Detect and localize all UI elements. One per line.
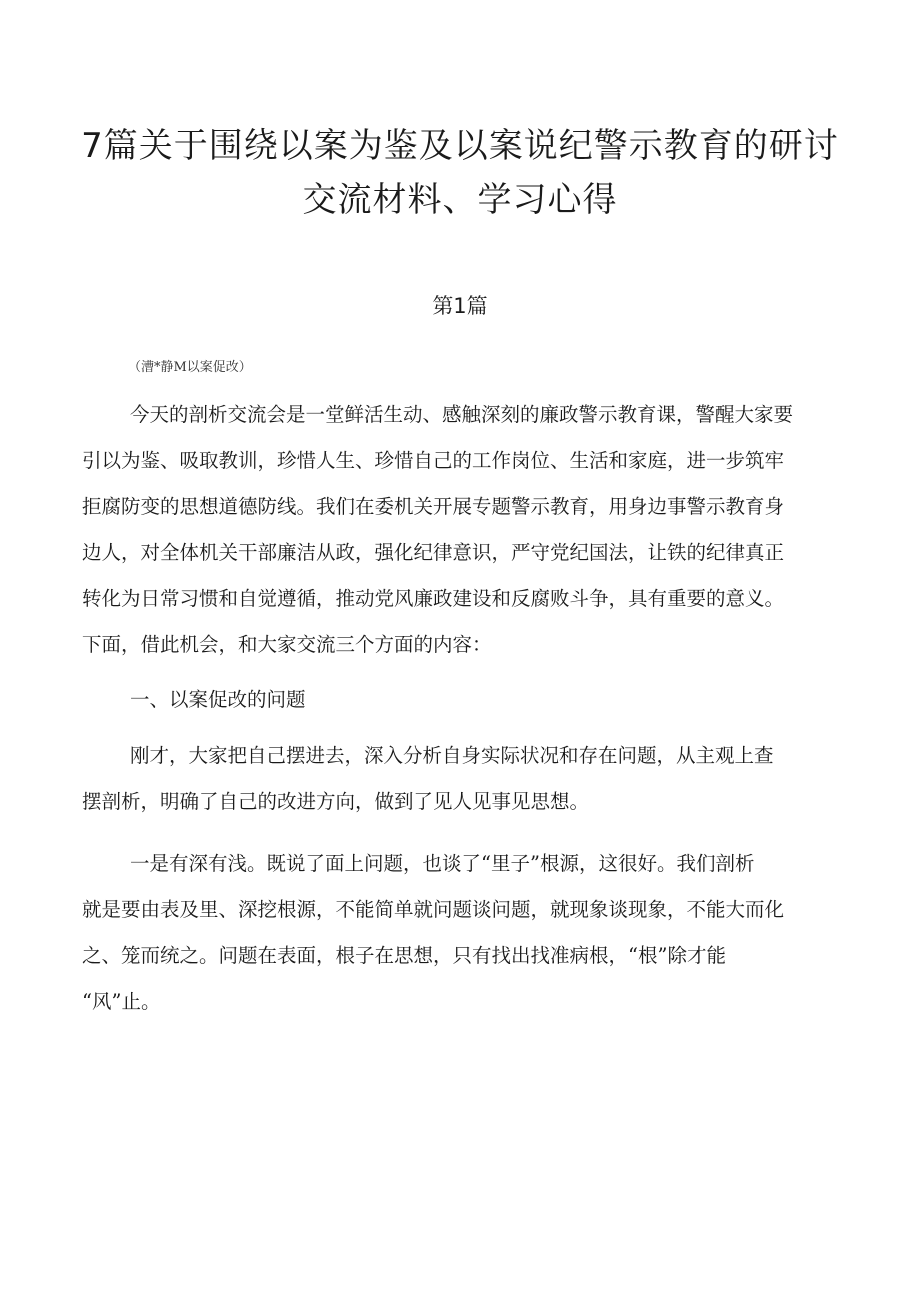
source-note: （漕*静M以案促改） bbox=[128, 360, 252, 375]
paragraph-line: 一是有深有浅。既说了面上问题，也谈了“里子”根源，这很好。我们剖析 bbox=[130, 852, 755, 875]
paragraph-line: 之、笼而统之。问题在表面，根子在思想，只有找出找准病根，“根”除才能 bbox=[82, 944, 726, 967]
paragraph-line: 边人，对全体机关干部廉洁从政，强化纪律意识，严守党纪国法，让铁的纪律真正 bbox=[82, 541, 785, 564]
section-heading: 一、以案促改的问题 bbox=[130, 688, 306, 711]
paragraph-analysis bbox=[82, 733, 862, 825]
paragraph-depth bbox=[82, 841, 862, 1025]
paragraph-line: 摆剖析，明确了自己的改进方向，做到了见人见事见思想。 bbox=[82, 790, 590, 813]
section-title: 第1篇 bbox=[432, 294, 488, 318]
paragraph-line: 下面，借此机会，和大家交流三个方面的内容： bbox=[82, 633, 492, 656]
document-title-line-2: 交流材料、学习心得 bbox=[302, 180, 618, 220]
paragraph-line: 转化为日常习惯和自觉遵循，推动党风廉政建设和反腐败斗争，具有重要的意义。 bbox=[82, 587, 785, 610]
document-title-line-1: 7篇关于围绕以案为鉴及以案说纪警示教育的研讨 bbox=[81, 126, 839, 166]
paragraph-line: 就是要由表及里、深挖根源，不能简单就问题谈问题，就现象谈现象，不能大而化 bbox=[82, 898, 785, 921]
paragraph-line: 拒腐防变的思想道德防线。我们在委机关开展专题警示教育，用身边事警示教育身 bbox=[82, 495, 785, 518]
paragraph-line: “风”止。 bbox=[82, 990, 161, 1013]
paragraph-intro bbox=[82, 392, 862, 668]
paragraph-line: 引以为鉴、吸取教训，珍惜人生、珍惜自己的工作岗位、生活和家庭，进一步筑牢 bbox=[82, 449, 785, 472]
paragraph-line: 今天的剖析交流会是一堂鲜活生动、感触深刻的廉政警示教育课，警醒大家要 bbox=[130, 403, 794, 426]
paragraph-line: 刚才，大家把自己摆进去，深入分析自身实际状况和存在问题，从主观上查 bbox=[130, 744, 774, 767]
